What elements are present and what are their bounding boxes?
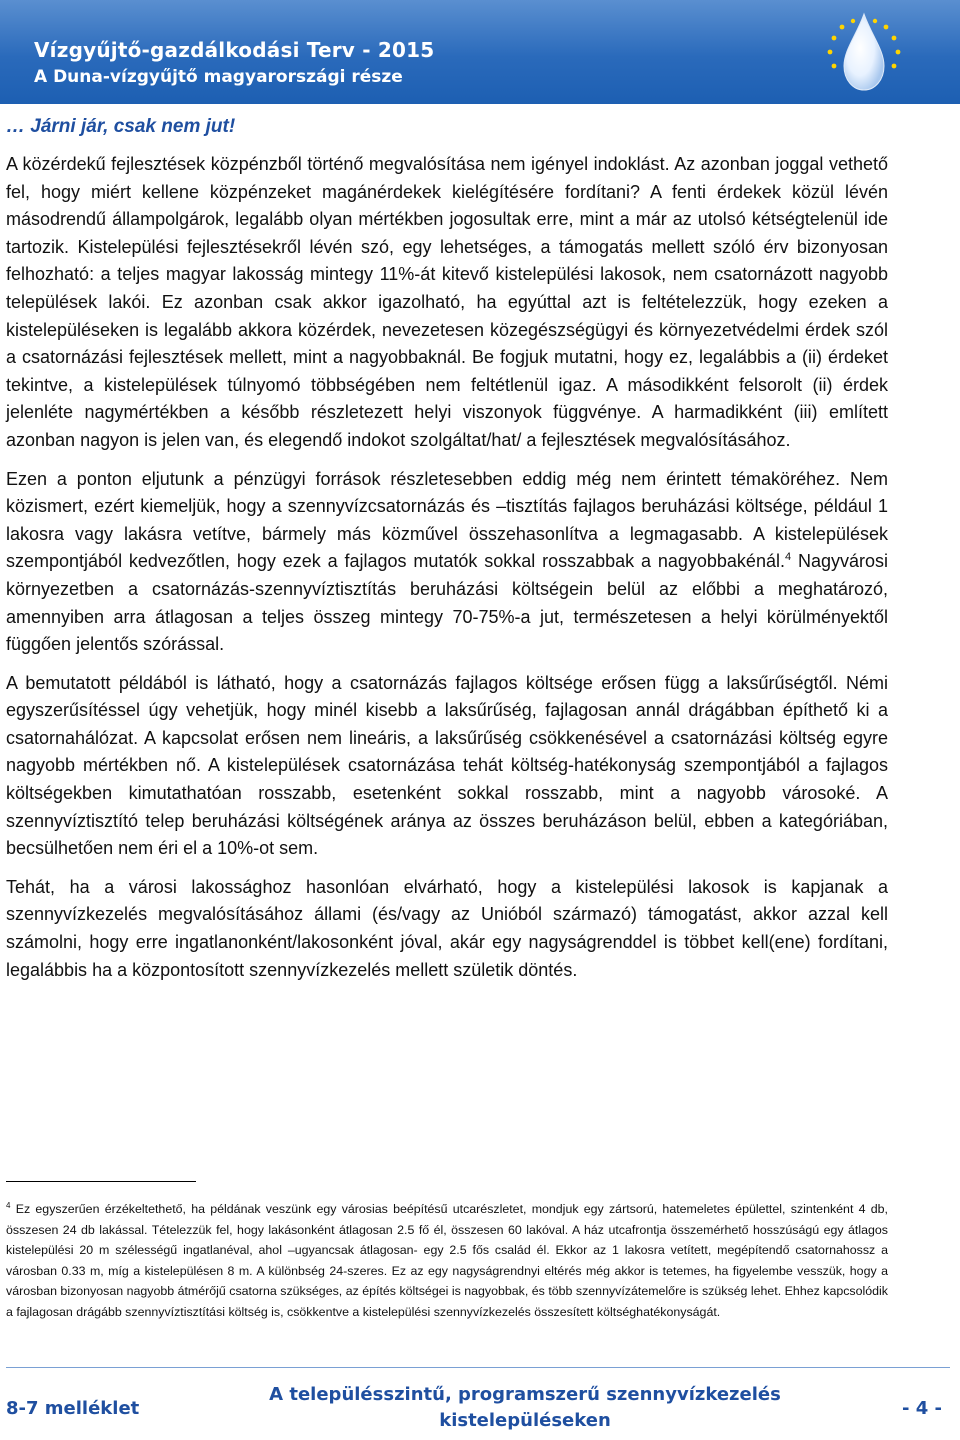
footer-title-line1: A településszintű, programszerű szennyvízkezelés	[269, 1384, 781, 1405]
footnote-number: 4	[6, 1201, 11, 1210]
header-title: Vízgyűjtő-gazdálkodási Terv - 2015	[34, 38, 435, 62]
footer-annex-label: 8-7 melléklet	[6, 1398, 140, 1419]
paragraph-2	[6, 466, 888, 659]
paragraph-3: A bemutatott példából is látható, hogy a csatornázás fajlagos költsége erősen függ a laksűrűségtől. Némi egyszerűsítéssel úgy vehetjük, hogy minél kisebb a laksűrűség, fajlagosan annál drágábban építhető ki a csatornahálózat. A kapcsolat erősen nem lineáris, a laksűrűség csökkenésével a csatornázási költség egyre nagyobb mértékben nő. A kistelepülések csatornázása tehát költség-hatékonyság szempontjából a fajlagos költségekben kimutathatóan rosszabb, esetenként sokkal rosszabb, mint a nagyobb városoké. A szennyvíztisztító telep beruházási költségének aránya az összes beruházáson belül, ebben a kategóriában, becsülhetően nem éri el a 10%-ot sem.	[6, 672, 888, 859]
paragraph-4: Tehát, ha a városi lakossághoz hasonlóan elvárható, hogy a kistelepülési lakosok is kapjanak a szennyvízkezelés megvalósításához állami (és/vagy az Unióból származó) támogatást, akkor azzal kell számolni, hogy erre ingatlanonként/lakosonként jóval, akár egy nagyságrenddel is többet kell(ene) fordítani, legalábbis ha a központosított szennyvízkezelés mellett születik döntés.	[6, 876, 888, 980]
footnote	[6, 1196, 888, 1322]
footer-title-line2: kistelepüléseken	[439, 1410, 611, 1431]
page-number: - 4 -	[902, 1398, 942, 1419]
eu-water-drop-logo-icon	[812, 6, 916, 98]
paragraph-1: A közérdekű fejlesztések közpénzből történő megvalósítása nem igényel indoklást. Az azonban joggal vethető fel, hogy miért kellene közpénzeket magánérdekek kielégítésére fordítani? A fenti érdekek közül lévén másodrendű állampolgárok, legalább olyan mértékben jogosultak erre, mint a már az utolsó kétségtelenül ide tartozik. Kistelepülési fejlesztésekről lévén szó, egy lehetséges, a támogatás mellett szóló érv bizonyosan felhozható: a teljes magyar lakosság mintegy 11%-át kitevő kistelepülési lakosok, nem csatornázott nagyobb települések lakói. Ez azonban csak akkor igazolható, ha egyúttal azt is feltételezzük, hogy ezeken a kistelepüléseken is legalább akkora közérdek, nevezetesen közegészségügyi és környezetvédelmi érdek szól a csatornázási fejlesztések mellett, mint a nagyobbaknál. Be fogjuk mutatni, hogy ez, legalábbis a (ii) érdeket tekintve, a kistelepülések túlnyomó többségében nem feltétlenül igaz. A másodikként felsorolt (ii) érdek jelenléte nagymértékben a később részletezett helyi viszonyok függvénye. A harmadikként (iii) említett azonban nagyon is jelen van, és elegendő indokot szolgáltat/hat/ a fejlesztések megvalósításához.	[6, 154, 888, 450]
paragraph-2-text: Ezen a ponton eljutunk a pénzügyi források részletesebben eddig még nem érintett témaköréhez. Nem közismert, ezért kiemeljük, hogy a szennyvízcsatornázás és –tisztítás fajlagos beruházási költsége, például 1 lakosra vagy lakásra vetítve, bármely más közművel összehasonlítva a legmagasabb. A kistelepülések szempontjából kedvezőtlen, hogy ezek a fajlagos mutatók sokkal rosszabbak a nagyobbakénál.	[6, 468, 888, 572]
footnote-separator	[6, 1181, 196, 1182]
header-subtitle: A Duna-vízgyűjtő magyarországi része	[34, 67, 403, 87]
page-header	[0, 0, 960, 104]
footer-document-title	[232, 1382, 818, 1434]
footnote-reference[interactable]: 4	[784, 551, 792, 564]
paragraph-2-continuation: Nagyvárosi környezetben a csatornázás-szennyvíztisztítás beruházási költségein belül az előbbi a meghatározó, amennyiben arra átlagosan a teljes összeg mintegy 70-75%-a jut, természetesen a helyi körülményektől függően jelentős szórással.	[6, 551, 888, 655]
section-title: … Járni jár, csak nem jut!	[6, 116, 236, 137]
document-body	[6, 114, 888, 984]
footer-divider	[6, 1367, 950, 1368]
footnote-text: Ez egyszerűen érzékeltethető, ha példának veszünk egy városias beépítésű utcarészletet, mondjuk egy zártsorú, hatemeletes épülettel, szintenként 4 db, összesen 24 db lakással. Tételezzük fel, hogy lakásonként átlagosan 2.5 fő él, összesen 60 lakóval. A ház utcafrontja összemérhető hosszúságú egy átlagos kistelepülési 20 m szélességű ingatlanéval, ahol –ugyancsak átlagosan- egy 2.5 fős család él. Ekkor az 1 lakosra vetített, megépítendő csatornahossz a városban 0.33 m, míg a kistelepülésen 8 m. A különbség 24-szeres. Ez az egy nagyságrendnyi eltérés még akkor is tetemes, ha figyelembe vesszük, hogy a városban bizonyosan nagyobb átmérőjű csatorna szükséges, az építés költségei is nagyobbak, és több szennyvízátemelőre is szükség lehet. Ehhez kapcsolódik a fajlagosan drágább szennyvíztisztítási költség is, csökkentve a kistelepülési szennyvízkezelés összesített költséghatékonyságát.	[6, 1202, 888, 1319]
